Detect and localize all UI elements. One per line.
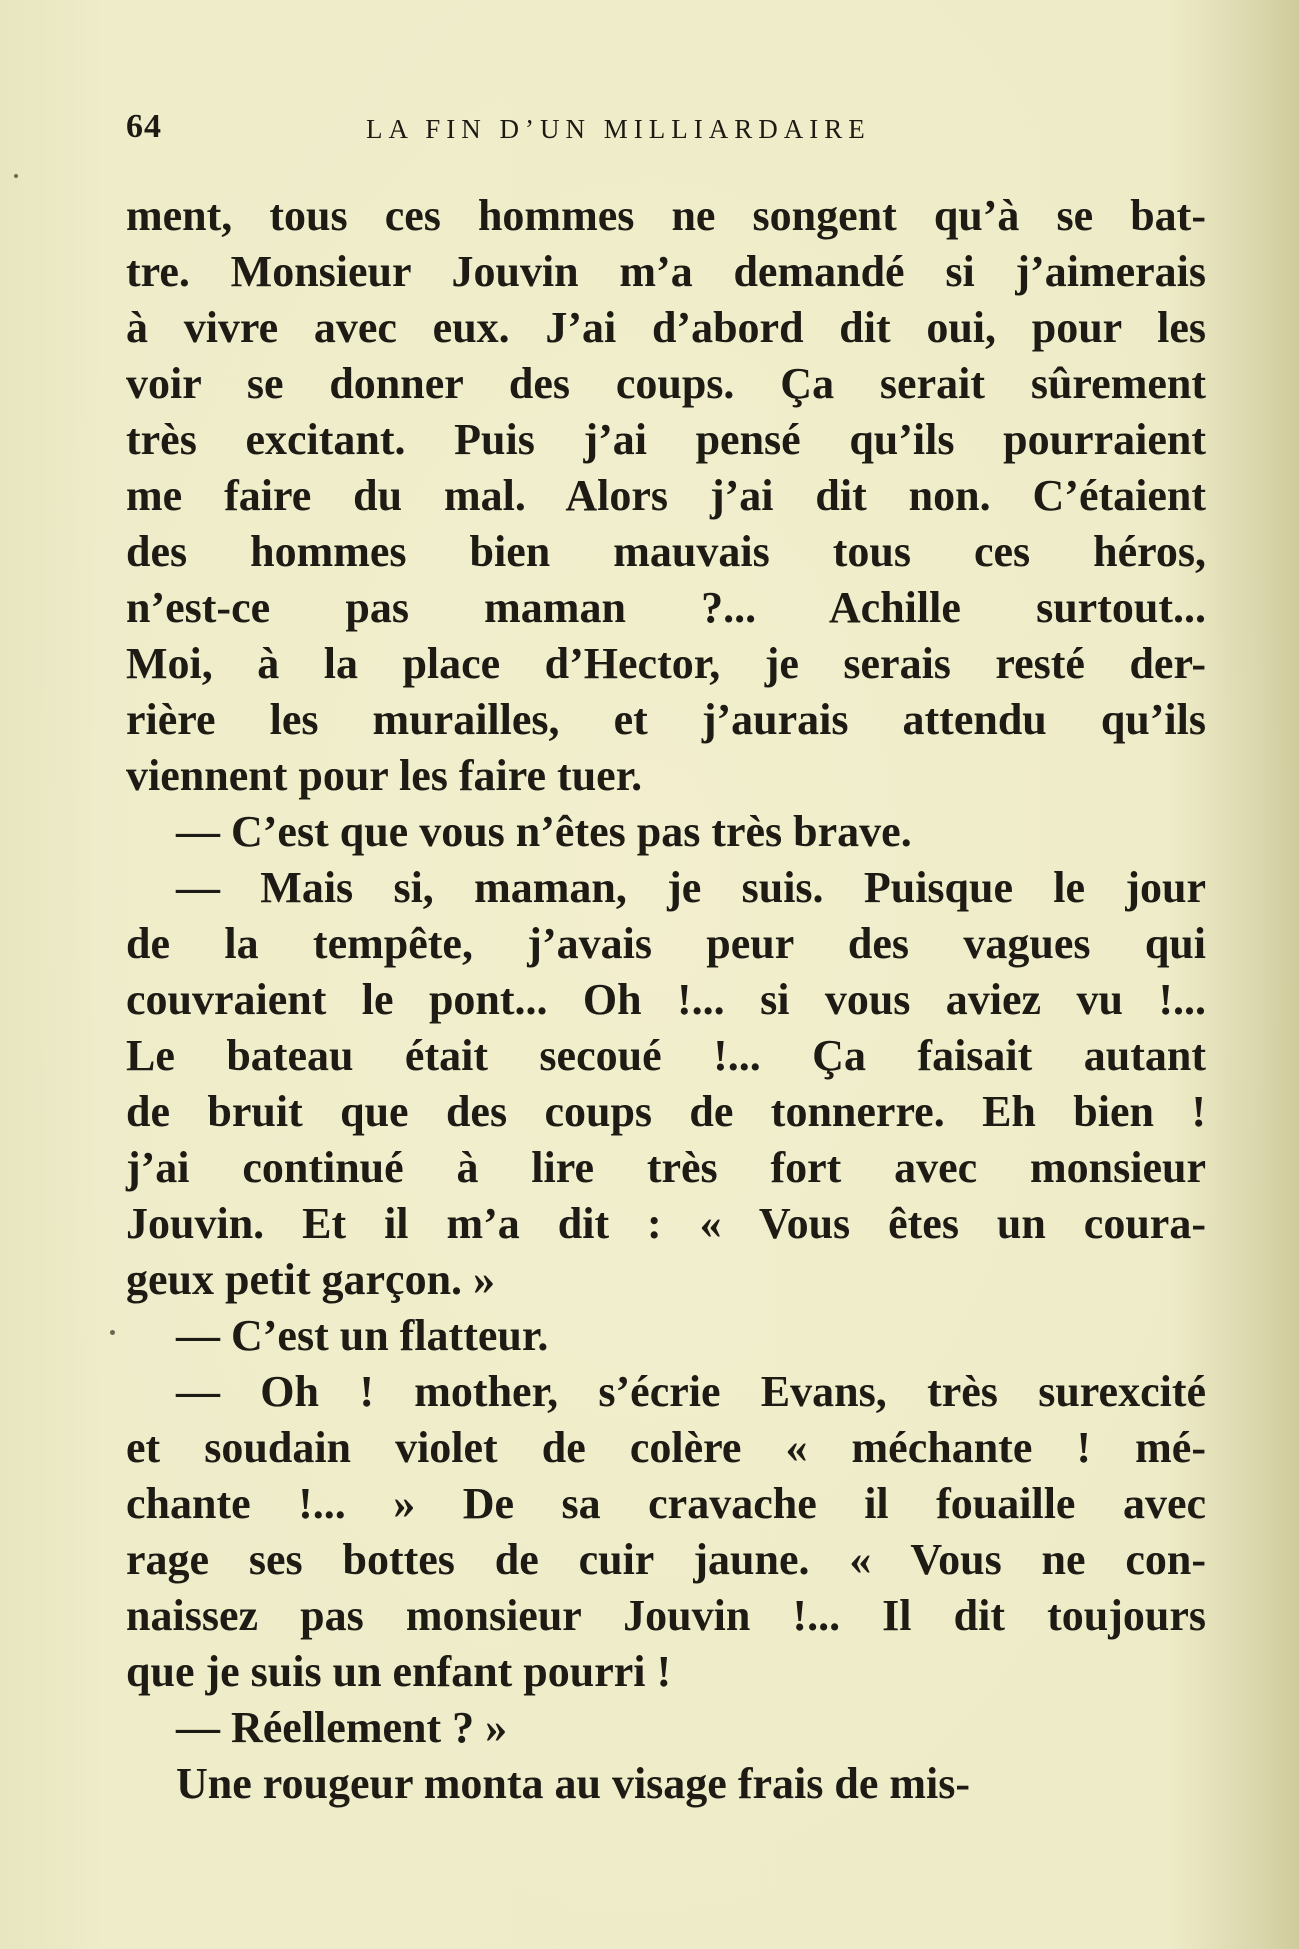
text-line: chante !... » De sa cravache il fouaille avec — [126, 1479, 1206, 1528]
text-line: tre. Monsieur Jouvin m’a demandé si j’aimerais — [126, 247, 1206, 296]
page-number: 64 — [126, 108, 162, 145]
paper-speck — [14, 174, 18, 178]
text-line: j’ai continué à lire très fort avec monsieur — [126, 1143, 1206, 1192]
text-line: de bruit que des coups de tonnerre. Eh bien ! — [126, 1087, 1206, 1136]
body-text — [126, 188, 1206, 1812]
text-line: Le bateau était secoué !... Ça faisait autant — [126, 1031, 1206, 1080]
text-line: de la tempête, j’avais peur des vagues qui — [126, 919, 1206, 968]
page-header — [126, 108, 966, 158]
text-line: Moi, à la place d’Hector, je serais resté der- — [126, 639, 1206, 688]
text-line: rière les murailles, et j’aurais attendu qu’ils — [126, 695, 1206, 744]
text-line: — Oh ! mother, s’écrie Evans, très surexcité — [176, 1367, 1206, 1416]
text-line: rage ses bottes de cuir jaune. « Vous ne con- — [126, 1535, 1206, 1584]
text-line: n’est-ce pas maman ?... Achille surtout... — [126, 583, 1206, 632]
text-line: naissez pas monsieur Jouvin !... Il dit toujours — [126, 1591, 1206, 1640]
text-line: des hommes bien mauvais tous ces héros, — [126, 527, 1206, 576]
text-line: geux petit garçon. » — [126, 1255, 496, 1304]
text-line: — Mais si, maman, je suis. Puisque le jour — [176, 863, 1206, 912]
running-title: LA FIN D’UN MILLIARDAIRE — [366, 114, 871, 144]
text-line: très excitant. Puis j’ai pensé qu’ils pourraient — [126, 415, 1206, 464]
paper-speck — [110, 1330, 115, 1335]
text-line: Une rougeur monta au visage frais de mis- — [176, 1759, 971, 1808]
text-line: — Réellement ? » — [176, 1703, 508, 1752]
text-line: me faire du mal. Alors j’ai dit non. C’étaient — [126, 471, 1206, 520]
text-line: Jouvin. Et il m’a dit : « Vous êtes un coura- — [126, 1199, 1206, 1248]
text-line: — C’est un flatteur. — [176, 1311, 549, 1360]
text-line: couvraient le pont... Oh !... si vous aviez vu !... — [126, 975, 1206, 1024]
text-line: à vivre avec eux. J’ai d’abord dit oui, pour les — [126, 303, 1206, 352]
text-line: que je suis un enfant pourri ! — [126, 1647, 672, 1696]
text-line: et soudain violet de colère « méchante ! mé- — [126, 1423, 1206, 1472]
text-line: — C’est que vous n’êtes pas très brave. — [176, 807, 912, 856]
text-line: voir se donner des coups. Ça serait sûrement — [126, 359, 1206, 408]
text-line: viennent pour les faire tuer. — [126, 751, 643, 800]
text-line: ment, tous ces hommes ne songent qu’à se bat- — [126, 191, 1206, 240]
